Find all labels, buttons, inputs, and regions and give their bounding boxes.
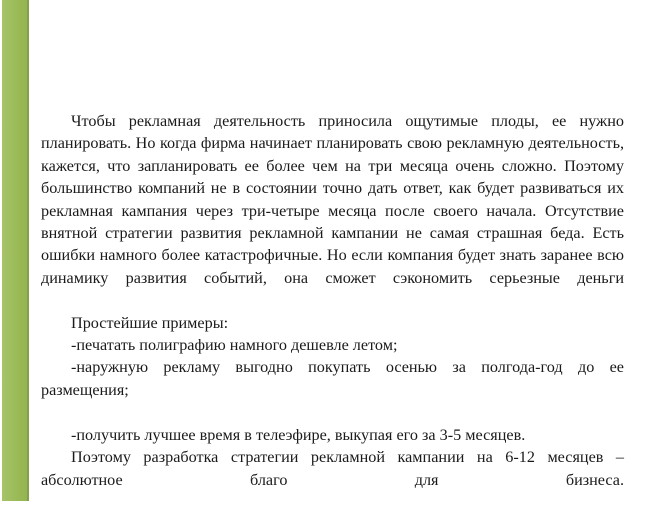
paragraph-example-outdoor: -наружную рекламу выгодно покупать осенью за полгода-год до ее размещения; bbox=[41, 358, 624, 399]
paragraph-intro: Чтобы рекламная деятельность приносила ощутимые плоды, ее нужно планировать. Но когда фирма начинает планировать свою рекламную деятельность, кажется, что запланировать ее более чем на три месяца очень сложно. Поэтому большинство компаний не в состоянии точно дать ответ, как будет развиваться их рекламная кампания через три-четыре месяца после своего начала. Отсутствие внятной стратегии развития рекламной кампании не самая страшная беда. Есть ошибки намного более катастрофичные. Но если компания будет знать заранее всю динамику развития событий, она сможет сэкономить серьезные деньги bbox=[41, 112, 624, 287]
paragraph-examples-heading: Простейшие примеры: bbox=[71, 313, 229, 332]
paragraph-example-tv: -получить лучшее время в телеэфире, выкупая его за 3-5 месяцев. bbox=[71, 425, 526, 444]
paragraph-conclusion: Поэтому разработка стратегии рекламной кампании на 6-12 месяцев – абсолютное благо для бизнеса. bbox=[41, 448, 624, 489]
accent-bar-gradient bbox=[3, 0, 27, 501]
left-green-accent-bar bbox=[2, 0, 29, 501]
paragraph-example-print: -печатать полиграфию намного дешевле летом; bbox=[71, 336, 398, 355]
slide-body-text bbox=[41, 110, 624, 513]
